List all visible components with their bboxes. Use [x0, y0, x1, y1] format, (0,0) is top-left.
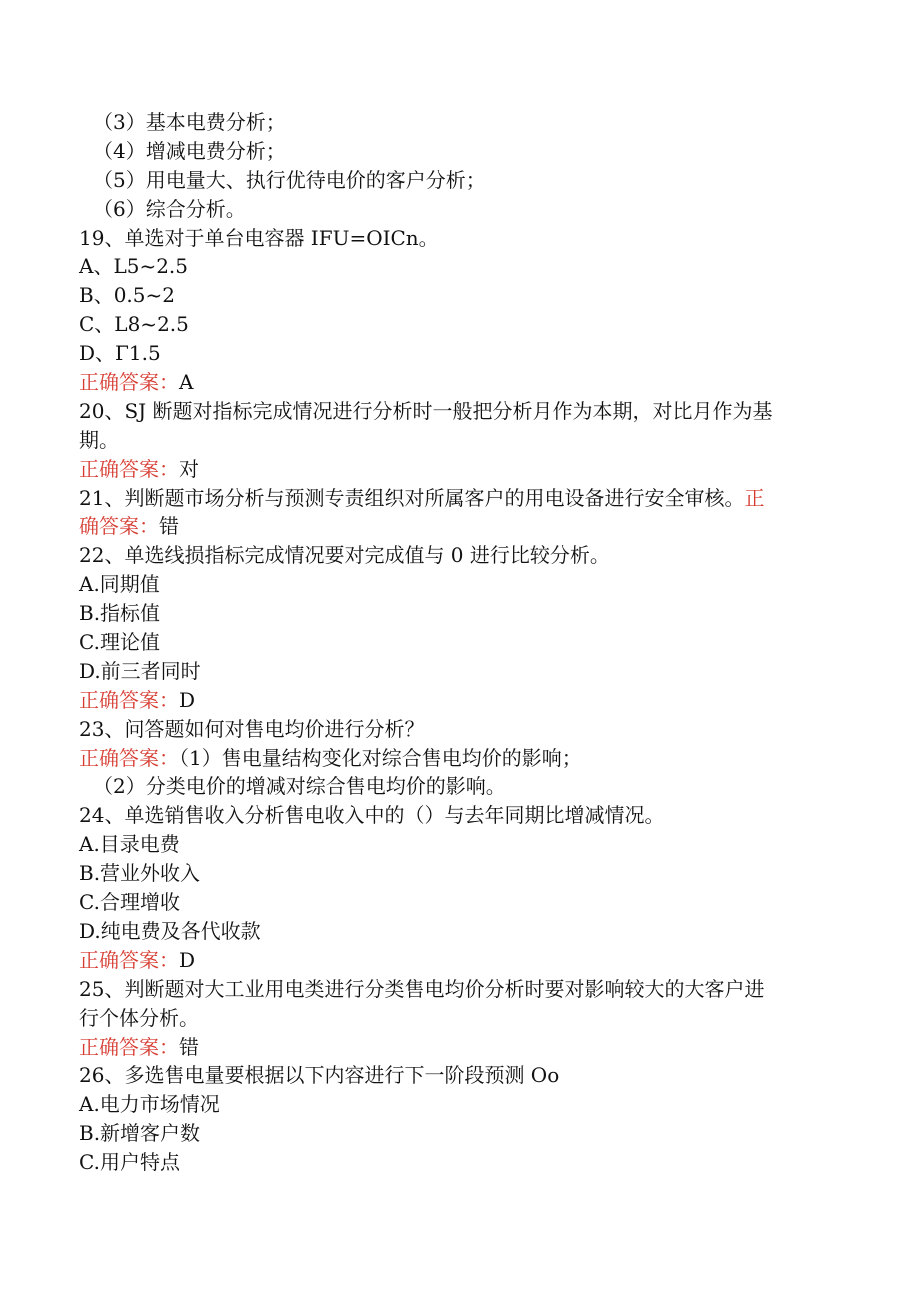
option-a: A.同期值	[79, 572, 160, 597]
list-item: （5）用电量大、执行优待电价的客户分析；	[93, 167, 486, 192]
list-item: （6）综合分析。	[93, 196, 246, 221]
question-25: 25、判断题对大工业用电类进行分类售电均价分析时要对影响较大的大客户进	[79, 976, 765, 1001]
answer-label: 正	[744, 485, 765, 510]
option-b: B、0.5~2	[79, 283, 175, 308]
question-21	[79, 484, 839, 513]
answer-value: 错	[179, 1034, 199, 1059]
option-d: D.前三者同时	[79, 658, 201, 683]
question-20: 20、SJ 断题对指标完成情况进行分析时一般把分析月作为本期，对比月作为基	[79, 398, 773, 423]
answer-line	[79, 455, 839, 484]
question-23: 23、问答题如何对售电均价进行分析？	[79, 716, 425, 741]
option-a: A、L5~2.5	[79, 254, 189, 279]
question-25-continued: 行个体分析。	[79, 1005, 199, 1030]
answer-value: D	[179, 687, 196, 712]
answer-label: 正确答案：	[79, 745, 179, 770]
option-a: A.电力市场情况	[79, 1092, 220, 1117]
list-item: （3）基本电费分析；	[93, 110, 286, 134]
answer-value: A	[179, 370, 194, 395]
answer-line	[79, 512, 839, 541]
option-d: D.纯电费及各代收款	[79, 918, 261, 943]
answer-label: 正确答案：	[79, 456, 179, 481]
answer-value: 对	[179, 456, 199, 481]
answer-value: （1）售电量结构变化对综合售电均价的影响；	[179, 745, 582, 770]
answer-line	[79, 368, 839, 397]
option-c: C、L8~2.5	[79, 312, 189, 337]
question-26: 26、多选售电量要根据以下内容进行下一阶段预测 Oo	[79, 1063, 560, 1088]
question-text: 21、判断题市场分析与预测专责组织对所属客户的用电设备进行安全审核。	[79, 485, 745, 510]
answer-label: 正确答案：	[79, 370, 179, 395]
answer-label: 正确答案：	[79, 1034, 179, 1059]
list-item: （4）增减电费分析；	[93, 138, 286, 163]
answer-label: 正确答案：	[79, 947, 179, 972]
option-b: B.新增客户数	[79, 1121, 201, 1146]
option-a: A.目录电费	[79, 832, 180, 857]
option-b: B.指标值	[79, 601, 161, 626]
option-b: B.营业外收入	[79, 861, 201, 886]
answer-label: 确答案：	[79, 514, 159, 539]
question-19: 19、单选对于单台电容器 IFU=OICn。	[79, 225, 439, 250]
option-d: D、Γ1.5	[79, 341, 161, 366]
answer-line	[79, 1033, 839, 1062]
question-24: 24、单选销售收入分析售电收入中的（）与去年同期比增减情况。	[79, 803, 665, 828]
answer-value: 错	[159, 514, 179, 539]
answer-line	[79, 744, 839, 773]
question-22: 22、单选线损指标完成情况要对完成值与 0 进行比较分析。	[79, 543, 610, 568]
option-c: C.用户特点	[79, 1150, 180, 1175]
question-20-continued: 期。	[79, 427, 119, 452]
answer-continued: （2）分类电价的增减对综合售电均价的影响。	[93, 774, 506, 799]
option-c: C.合理增收	[79, 890, 180, 915]
answer-line	[79, 946, 839, 975]
document-body	[79, 108, 839, 1177]
answer-label: 正确答案：	[79, 687, 179, 712]
answer-line	[79, 686, 839, 715]
answer-value: D	[179, 947, 196, 972]
option-c: C.理论值	[79, 630, 160, 655]
